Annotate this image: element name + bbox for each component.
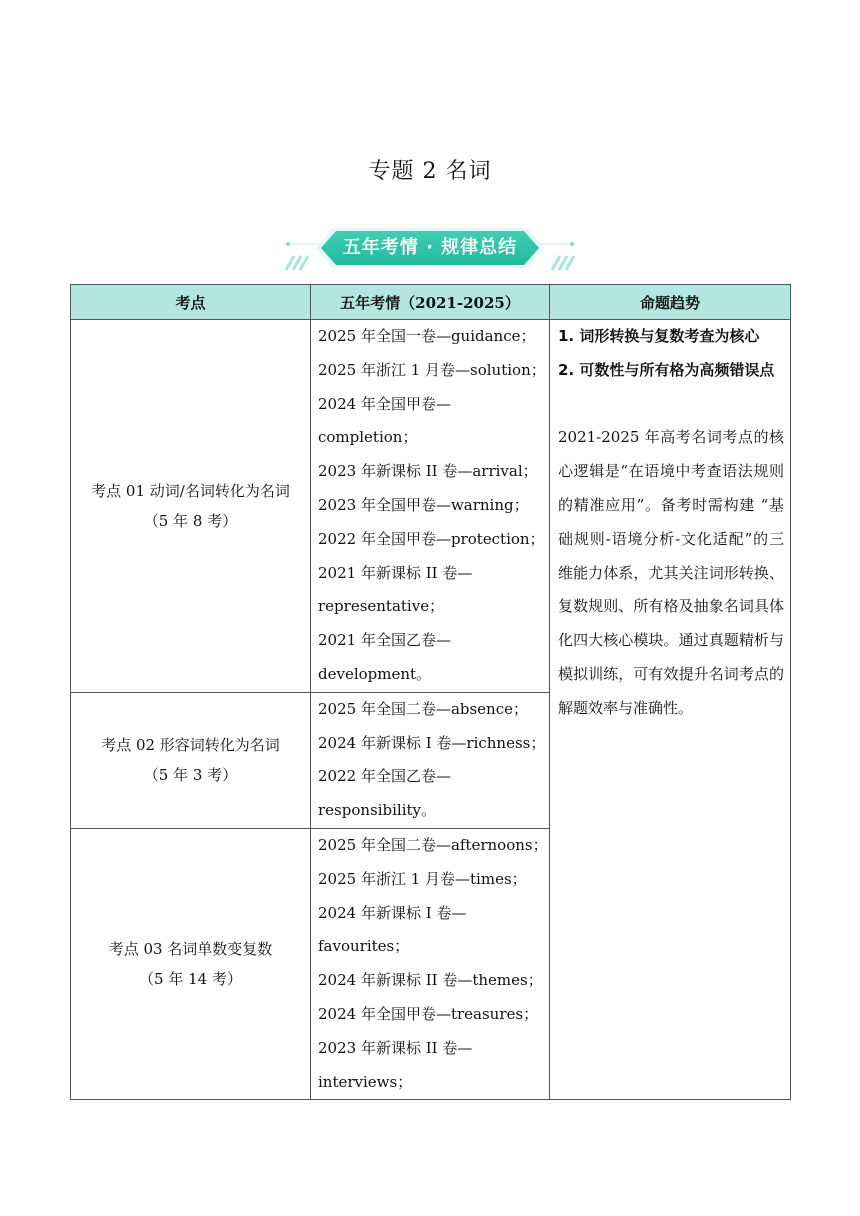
- exam-line: responsibility。: [318, 801, 437, 820]
- exam-line: development。: [318, 664, 432, 683]
- topic-count: （5 年 14 考）: [139, 970, 242, 989]
- topic-cell: [71, 320, 311, 693]
- exam-line: 2025 年全国一卷—guidance；: [318, 327, 536, 345]
- exam-line: 2021 年全国乙卷—: [318, 631, 451, 650]
- exam-line: interviews；: [318, 1072, 413, 1091]
- topic-cell: [71, 692, 311, 828]
- exam-line: 2022 年全国乙卷—: [318, 767, 451, 786]
- trend-cell: [550, 320, 791, 1100]
- topic-name: 考点 01 动词/名词转化为名词: [91, 481, 290, 500]
- header-exams: 五年考情（2021-2025）: [311, 285, 550, 320]
- exam-list: [311, 320, 550, 693]
- exam-summary-table: [70, 284, 791, 1100]
- exam-line: representative；: [318, 597, 445, 616]
- exam-line: 2022 年全国甲卷—protection；: [318, 529, 545, 548]
- banner-label: 五年考情 · 规律总结: [342, 237, 518, 258]
- exam-line: 2024 年新课标 I 卷—: [318, 903, 467, 922]
- topic-count: （5 年 8 考）: [143, 511, 238, 530]
- exam-list: [311, 692, 550, 828]
- exam-line: 2024 年全国甲卷—treasures；: [318, 1004, 539, 1023]
- page-title: 专题 2 名词: [368, 159, 492, 184]
- topic-cell: [71, 828, 311, 1099]
- exam-line: 2024 年全国甲卷—: [318, 394, 451, 413]
- header-trend: 命题趋势: [550, 285, 791, 320]
- exam-line: favourites；: [318, 937, 410, 956]
- exam-line: completion；: [318, 428, 418, 447]
- topic-count: （5 年 3 考）: [143, 766, 238, 785]
- trend-point-1: 1. 词形转换与复数考查为核心: [558, 327, 760, 345]
- table-header-row: [71, 285, 791, 320]
- trend-paragraph: 2021-2025 年高考名词考点的核心逻辑是“在语境中考查语法规则的精准应用”。备考时需构建 “基础规则-语境分析-文化适配”的三维能力体系，尤其关注词形转换、复数规则、所有格及抽象名词具体化四大核心模块。通过真题精析与模拟训练，可有效提升名词考点的解题效率与准确性。: [558, 428, 784, 717]
- exam-line: 2024 年新课标 II 卷—themes；: [318, 971, 543, 990]
- exam-line: 2023 年新课标 II 卷—arrival；: [318, 462, 538, 481]
- exam-list: [311, 828, 550, 1099]
- exam-line: 2021 年新课标 II 卷—: [318, 563, 473, 582]
- exam-line: 2025 年浙江 1 月卷—solution；: [318, 360, 546, 379]
- topic-name: 考点 03 名词单数变复数: [108, 940, 273, 959]
- exam-line: 2025 年浙江 1 月卷—times；: [318, 869, 527, 888]
- exam-line: 2025 年全国二卷—afternoons；: [318, 835, 548, 854]
- header-topic: 考点: [71, 285, 311, 320]
- exam-line: 2024 年新课标 I 卷—richness；: [318, 733, 546, 752]
- table-row: [71, 320, 791, 693]
- trend-point-2: 2. 可数性与所有格为高频错误点: [558, 360, 775, 379]
- topic-name: 考点 02 形容词转化为名词: [101, 736, 280, 755]
- section-banner: [280, 222, 580, 276]
- exam-line: 2023 年全国甲卷—warning；: [318, 495, 529, 514]
- exam-line: 2023 年新课标 II 卷—: [318, 1038, 473, 1057]
- exam-line: 2025 年全国二卷—absence；: [318, 699, 529, 718]
